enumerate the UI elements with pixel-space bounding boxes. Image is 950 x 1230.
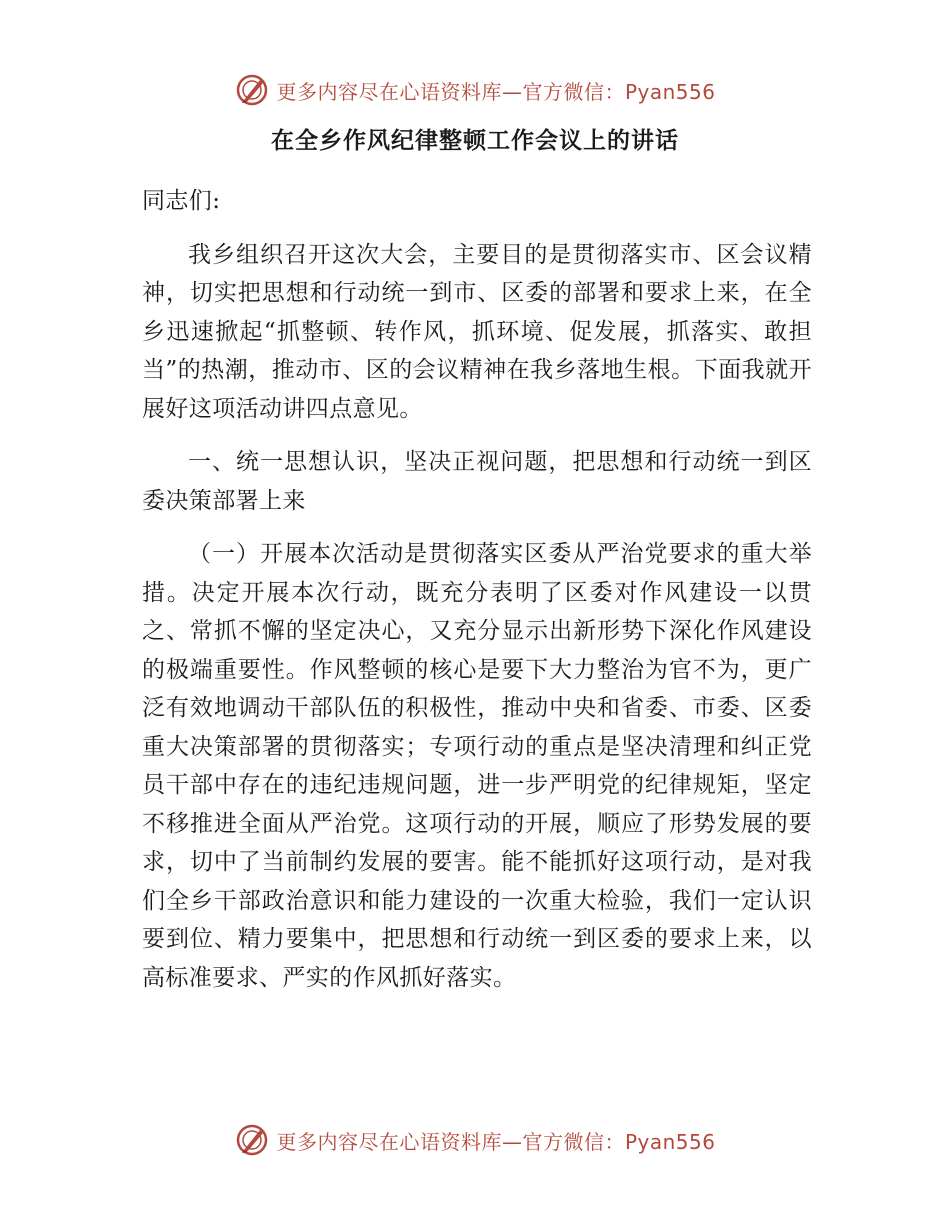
- document-body: [142, 148, 812, 1012]
- section-paragraph: （一）开展本次活动是贯彻落实区委从严治党要求的重大举措。决定开展本次行动，既充分表明了区委对作风建设一以贯之、常抓不懈的坚定决心，又充分显示出新形势下深化作风建设的极端重要性。作风整顿的核心是要下大力整治为官不为，更广泛有效地调动干部队伍的积极性，推动中央和省委、市委、区委重大决策部署的贯彻落实；专项行动的重点是坚决清理和纠正党员干部中存在的违纪违规问题，进一步严明党的纪律规矩，坚定不移推进全面从严治党。这项行动的开展，顺应了形势发展的要求，切中了当前制约发展的要害。能不能抓好这项行动，是对我们全乡干部政治意识和能力建设的一次重大检验，我们一定认识要到位、精力要集中，把思想和行动统一到区委的要求上来，以高标准要求、严实的作风抓好落实。: [142, 541, 812, 991]
- document-title: 在全乡作风纪律整顿工作会议上的讲话: [271, 127, 679, 154]
- salutation: 同志们:: [142, 188, 221, 214]
- watermark-text: 更多内容尽在心语资料库—官方微信：Pyan556: [276, 79, 716, 104]
- pen-circle-logo-icon: [234, 72, 270, 108]
- intro-paragraph: 我乡组织召开这次大会，主要目的是贯彻落实市、区会议精神，切实把思想和行动统一到市、区委的部署和要求上来，在全乡迅速掀起“抓整顿、转作风，抓环境、促发展，抓落实、敢担当”的热潮，推动市、区的会议精神在我乡落地生根。下面我就开展好这项活动讲四点意见。: [142, 241, 812, 422]
- section-heading: 一、统一思想认识，坚决正视问题，把思想和行动统一到区委决策部署上来: [142, 449, 812, 514]
- header-watermark-banner: [0, 68, 950, 112]
- footer-watermark-banner: [0, 1118, 950, 1162]
- pen-circle-logo-icon: [234, 1122, 270, 1158]
- watermark-text: 更多内容尽在心语资料库—官方微信：Pyan556: [276, 1129, 716, 1154]
